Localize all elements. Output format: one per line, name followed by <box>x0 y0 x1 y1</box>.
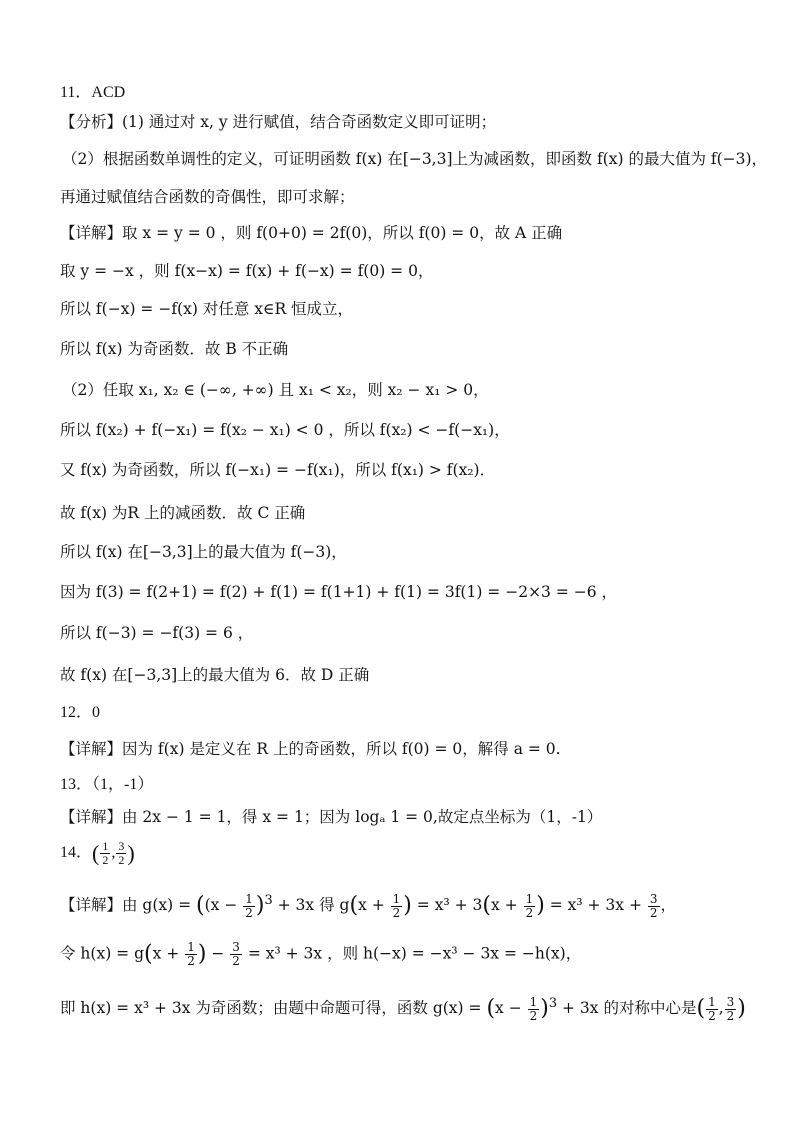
q13-detail: 【详解】由 2x − 1 = 1，得 x = 1；因为 logₐ 1 = 0,故定点坐标为（1，-1） <box>60 808 603 826</box>
q11-analysis: 【分析】(1) 通过对 x, y 进行赋值，结合奇函数定义即可证明； <box>60 113 497 131</box>
q11-detail-12: 故 f(x) 在[−3,3]上的最大值为 6．故 D 正确 <box>60 666 370 684</box>
document-page <box>60 0 768 1133</box>
q11-detail-5: （2）任取 x₁, x₂ ∈ (−∞, +∞) 且 x₁ < x₂，则 x₂ − x₁ > 0， <box>62 381 489 399</box>
q12-detail: 【详解】因为 f(x) 是定义在 R 上的奇函数，所以 f(0) = 0，解得 a = 0. <box>60 740 561 758</box>
q12-header: 12．0 <box>60 704 101 721</box>
q14-frac-three-halves: $\frac{3}{2}$ <box>118 839 125 867</box>
q11-analysis-2b: 再通过赋值结合函数的奇偶性，即可求解； <box>60 188 355 206</box>
q11-detail-1: 【详解】取 x = y = 0 ，则 f(0+0) = 2f(0)，所以 f(0) = 0，故 A 正确 <box>60 224 563 242</box>
q14-header: 14．( $\frac{1}{2}$ , $\frac{3}{2}$ ) <box>60 839 135 867</box>
q13-header: 13．（1，-1） <box>60 776 154 793</box>
q11-detail-4: 所以 f(x) 为奇函数．故 B 不正确 <box>60 340 289 358</box>
q11-header: 11．ACD <box>60 84 126 101</box>
q14-number: 14． <box>60 844 93 862</box>
q14-detail-3: 即 h(x) = x³ + 3x 为奇函数；由题中命题可得，函数 g(x) = (x − $\frac{1}{2}$ )$^3$ + 3x 的对称中心是( $\frac{1}{2}$ , $\frac{3}{2}$ ) <box>60 994 746 1023</box>
q11-detail-11: 所以 f(−3) = −f(3) = 6 ， <box>60 624 254 642</box>
q11-detail-6: 所以 f(x₂) + f(−x₁) = f(x₂ − x₁) < 0 ，所以 f(x₂) < −f(−x₁)， <box>60 421 510 439</box>
q11-analysis-2a: （2）根据函数单调性的定义，可证明函数 f(x) 在[−3,3]上为减函数，即函数 f(x) 的最大值为 f(−3)， <box>62 150 768 168</box>
q11-detail-3: 所以 f(−x) = −f(x) 对任意 x∈R 恒成立， <box>60 300 354 318</box>
q11-detail-10: 因为 f(3) = f(2+1) = f(2) + f(1) = f(1+1) + f(1) = 3f(1) = −2×3 = −6 ， <box>60 583 618 601</box>
q14-detail-1: 【详解】由 g(x) = ((x − $\frac{1}{2}$ )$^3$ + 3x 得 g(x + $\frac{1}{2}$ ) = x³ + 3(x + $\frac{1}{2}$ ) = x³ + 3x + $\frac{3}{2}$ ， <box>60 891 677 920</box>
q11-detail-2: 取 y = −x ，则 f(x−x) = f(x) + f(−x) = f(0) = 0， <box>60 262 434 280</box>
q14-detail-2: 令 h(x) = g(x + $\frac{1}{2}$ ) − $\frac{3}{2}$ = x³ + 3x ，则 h(−x) = −x³ − 3x = −h(x)， <box>60 940 582 968</box>
q11-detail-8: 故 f(x) 为R 上的减函数．故 C 正确 <box>60 504 306 522</box>
q11-detail-9: 所以 f(x) 在[−3,3]上的最大值为 f(−3)， <box>60 543 347 561</box>
q14-frac-half: $\frac{1}{2}$ <box>102 839 109 867</box>
q11-detail-7: 又 f(x) 为奇函数，所以 f(−x₁) = −f(x₁)，所以 f(x₁) > f(x₂)． <box>60 461 496 479</box>
